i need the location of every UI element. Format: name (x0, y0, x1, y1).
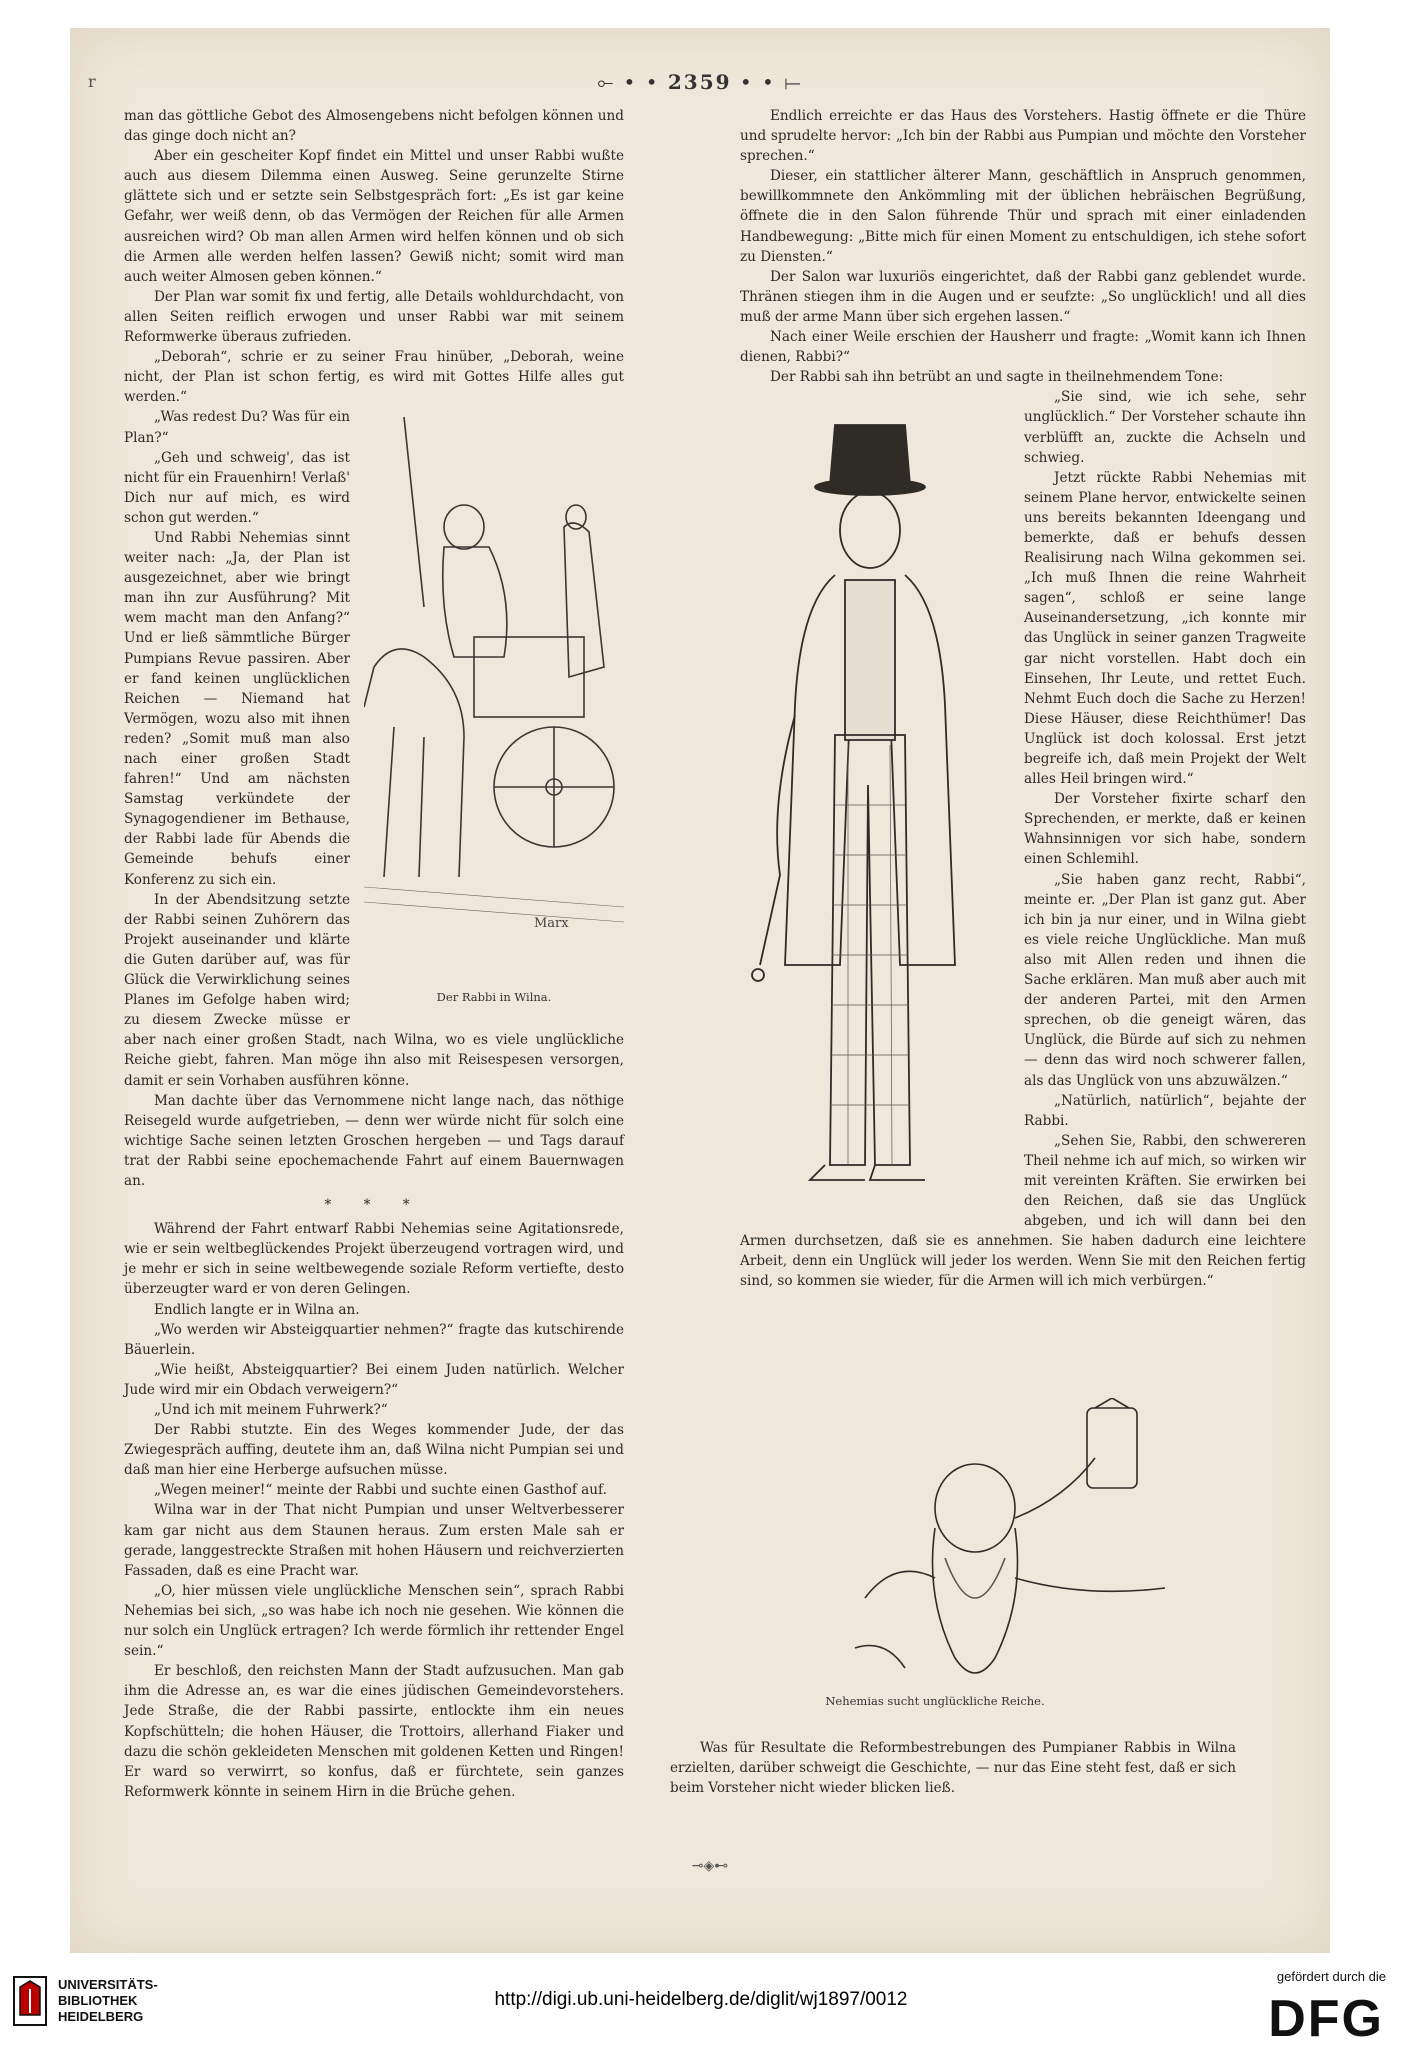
header-ornament-right: • • ⟝ (739, 70, 803, 94)
library-name-line: HEIDELBERG (58, 2009, 144, 2024)
illustration-old-man-lantern (825, 1398, 1185, 1698)
paragraph: „Natürlich, natürlich“, bejahte der Rabbi. (1024, 1092, 1306, 1129)
paragraph: Der Rabbi stutzte. Ein des Weges kommender Jude, der das Zwiegespräch auffing, deutete ihm an, daß Wilna nicht Pumpian sei und daß man hier eine Herberge aufsuchen müsse. (124, 1422, 624, 1479)
paragraph: „O, hier müssen viele unglückliche Menschen sein“, sprach Rabbi Nehemias bei sich, „so was habe ich noch nie gesehen. Wie können die nur solch ein Unglück ertragen? Ich werde förmlich ihr rettender Engel sein.“ (124, 1582, 624, 1660)
end-ornament: ⊸◈⊷ (691, 1858, 729, 1874)
horse-cart-drawing (364, 407, 624, 977)
source-url-link[interactable]: http://digi.ub.uni-heidelberg.de/diglit/wj1897/0012 (494, 1989, 908, 2010)
paragraph: „Wegen meiner!“ meinte der Rabbi und suchte einen Gasthof auf. (154, 1482, 607, 1499)
paragraph: man das göttliche Gebot des Almosengebens nicht befolgen können und das ginge doch nicht an? (124, 108, 624, 145)
paragraph: Während der Fahrt entwarf Rabbi Nehemias seine Agitationsrede, wie er sein weltbeglückendes Projekt überzeugend vortragen wird, und je mehr er sich in seine weltbewegende soziale Reform vertiefte, desto überzeugter ward er von deren Gelingen. (124, 1221, 624, 1298)
paragraph: „Sehen Sie, Rabbi, den schwereren Theil nehme ich auf mich, so wirken wir mit vereinten Kräften. Sie erwirken bei den Reichen, daß sie das Unglück abgeben, und ich will dann bei den Armen durchsetzen, daß sie es annehmen. Sie haben dadurch eine leichtere Arbeit, denn ein Unglück will jeder los werden. Wenn Sie mit den Reichen fertig sind, so kommen sie wieder, für die Armen will ich mich verbürgen.“ (740, 1132, 1306, 1290)
left-column (124, 106, 624, 1802)
paragraph: Endlich langte er in Wilna an. (154, 1301, 360, 1318)
paragraph: Aber ein gescheiter Kopf findet ein Mittel und unser Rabbi wußte auch aus diesem Dilemma einen Ausweg. Seine gerunzelte Stirne glättete sich und er setzte sein Selbstgespräch fort: „Es ist gar keine Gefahr, wer weiß denn, ob das Vermögen der Reichen für alle Armen ausreichen wird? Ob man allen Armen wird helfen können und ob sich die Armen alle werden helfen lassen? Gewiß nicht; somit wird man auch weiter Almosen geben können.“ (124, 148, 624, 285)
paragraph: Endlich erreichte er das Haus des Vorstehers. Hastig öffnete er die Thüre und sprudelte hervor: „Ich bin der Rabbi aus Pumpian und möchte den Vorsteher sprechen.“ (740, 108, 1306, 165)
paragraph: Der Vorsteher fixirte scharf den Sprechenden, er merkte, daß er keinen Wahnsinnigen vor sich habe, sondern einen Schlemihl. (1024, 791, 1306, 868)
paragraph: Der Rabbi sah ihn betrübt an und sagte in theilnehmendem Tone: (770, 369, 1224, 386)
paragraph: „Deborah“, schrie er zu seiner Frau hinüber, „Deborah, weine nicht, der Plan ist schon fertig, es wird mit Gottes Hilfe alles gut werden.“ (124, 349, 624, 406)
closing-paragraph: Was für Resultate die Reformbestrebungen des Pumpianer Rabbis in Wilna erzielten, darüber schweigt die Geschichte, — nur das Eine steht fest, daß er sich beim Vorsteher nicht wieder blicken ließ. (670, 1740, 1236, 1797)
page-number: 2359 (667, 70, 732, 94)
right-column (740, 106, 1306, 1292)
section-separator: * * * (324, 1197, 424, 1214)
paragraph: „Sie haben ganz recht, Rabbi“, meinte er. „Der Plan ist ganz gut. Aber ich bin ja nur einer, und in Wilna giebt es viele reiche Unglückliche. Man muß also mit Allen reden und ihnen die Sache erklären. Man muß aber auch mit der anderen Partei, mit den Armen sprechen, ob die geneigt wären, das Unglück, die Bürde auf sich zu nehmen — denn das wird noch schwerer fallen, als das Unglück von uns abzuwälzen.“ (1024, 871, 1306, 1089)
paragraph: Man dachte über das Vernommene nicht lange nach, das nöthige Reisegeld wurde aufgetrieben, — denn wer würde nicht für solch eine wichtige Sache seinen letzten Groschen hergeben — und Tags darauf trat der Rabbi seine epochemachende Fahrt auf einem Bauernwagen an. (124, 1092, 624, 1189)
paragraph: „Wo werden wir Absteigquartier nehmen?“ fragte das kutschirende Bäuerlein. (124, 1321, 624, 1358)
paragraph: Wilna war in der That nicht Pumpian und unser Weltverbesserer kam gar nicht aus dem Staunen heraus. Zum ersten Male sah er gerade, langgestreckte Straßen mit hohen Häusern und reichverzierten Fassaden, daß es eine Pracht war. (124, 1502, 624, 1579)
corner-mark: r (88, 72, 96, 91)
digitization-footer (0, 1953, 1402, 2056)
paragraph: Nach einer Weile erschien der Hausherr und fragte: „Womit kann ich Ihnen dienen, Rabbi?“ (740, 329, 1306, 366)
page-header (70, 70, 1330, 94)
paragraph: „Geh und schweig', das ist nicht für ein Frauenhirn! Verlaß' Dich nur auf mich, es wird schon gut werden.“ (124, 449, 350, 526)
illustration-caption: Der Rabbi in Wilna. (436, 990, 552, 1005)
illustration-rabbi-in-wilna (364, 407, 624, 1007)
paragraph: In der Abendsitzung setzte der Rabbi seinen Zuhörern das Projekt auseinander und klärte die Guten darüber auf, was für Glück die Verwirklichung seines Planes im Gefolge haben wird; zu diesem Zwecke müsse er aber nach einer großen Stadt, nach Wilna, wo es viele unglückliche Reiche giebt, fahren. Man möge ihn also mit Reisespesen versorgen, damit er sein Vorhaben ausführen könne. (124, 891, 624, 1089)
paragraph: Dieser, ein stattlicher älterer Mann, geschäftlich in Anspruch genommen, bewillkommnete den Ankömmling mit der üblichen hebräischen Begrüßung, öffnete die in den Salon führende Thür und sprach mit einer einladenden Handbewegung: „Bitte mich für einen Moment zu entschuldigen, ich stehe sofort zu Diensten.“ (740, 168, 1306, 265)
paragraph: Der Plan war somit fix und fertig, alle Details wohldurchdacht, von allen Seiten reiflich erwogen und unser Rabbi war mit seinem Reformwerke überaus zufrieden. (124, 288, 624, 346)
library-name-line: BIBLIOTHEK (58, 1993, 138, 2008)
paragraph: „Was redest Du? Was für ein Plan?“ (124, 409, 351, 446)
paragraph: „Wie heißt, Absteigquartier? Bei einem Juden natürlich. Welcher Jude wird mir ein Obdach verweigern?“ (124, 1361, 624, 1398)
paragraph: Jetzt rückte Rabbi Nehemias mit seinem Plane hervor, entwickelte seinen uns bereits bekannten Ideengang und bemerkte, daß er behufs dessen Realisirung nach Wilna gekommen sei. „Ich muß Ihnen die reine Wahrheit sagen“, schloß er seine lange Auseinandersetzung, „ich konnte mir das Unglück in seiner ganzen Tragweite gar nicht vorstellen. Habt doch ein Einsehen, Ihr Leute, und rettet Euch. Nehmt Euch doch die Sache zu Herzen! Diese Häuser, diese Reichthümer! Das Unglück ist doch kolossal. Erst jetzt begreife ich, daß mein Projekt der Welt alles Heil bringen wird.“ (1024, 469, 1306, 788)
artist-signature: Marx (534, 916, 569, 932)
illustration-caption: Nehemias sucht unglückliche Reiche. (825, 1694, 1045, 1708)
paragraph: Der Salon war luxuriös eingerichtet, daß der Rabbi ganz geblendet wurde. Thränen stiegen ihm in die Augen und er seufzte: „So unglücklich! und all dies muß der arme Mann über sich ergehen lassen.“ (740, 268, 1306, 325)
illustration-vorsteher (740, 405, 1010, 1205)
paragraph: Er beschloß, den reichsten Mann der Stadt aufzusuchen. Man gab ihm die Adresse an, es war die eines jüdischen Gemeindevorstehers. Jede Straße, die der Rabbi passirte, entlockte ihm ein neues Kopfschütteln; die hohen Häuser, die Trottoirs, allerhand Fiaker und dazu die schön gekleideten Menschen mit goldenen Ketten und Ringen! Er ward so verwirrt, so konfus, daß er fürchtete, sein ganzes Reformwerk könnte in seinem Hirn in die Brüche gehen. (124, 1663, 624, 1800)
gentleman-drawing (740, 405, 1010, 1205)
funding-text: gefördert durch die (1276, 1969, 1386, 1984)
header-ornament-left: ⟜ • • (597, 70, 660, 94)
paragraph: „Und ich mit meinem Fuhrwerk?“ (154, 1402, 388, 1418)
scanned-page (70, 28, 1330, 1953)
old-man-drawing (825, 1398, 1185, 1698)
paragraph: Und Rabbi Nehemias sinnt weiter nach: „Ja, der Plan ist ausgezeichnet, aber wie bringt man ihn zur Ausführung? Mit wem macht man den Anfang?“ Und er ließ sämmtliche Bürger Pumpians Revue passiren. Aber er fand keinen unglücklichen Reichen — Niemand hat Vermögen, wozu also mit ihnen reden? „Somit muß man also nach einer großen Stadt fahren!“ Und am nächsten Samstag verkündete der Synagogendiener im Bethause, der Rabbi lade für Abends die Gemeinde behufs einer Konferenz zu sich ein. (124, 529, 350, 888)
library-name-line: UNIVERSITÄTS- (58, 1977, 158, 1992)
paragraph: „Sie sind, wie ich sehe, sehr unglücklich.“ Der Vorsteher schaute ihn verblüfft an, zuckte die Achseln und schwieg. (1024, 389, 1306, 466)
dfg-logo: DFG (1268, 1990, 1384, 2048)
closing-text (670, 1738, 1236, 1798)
